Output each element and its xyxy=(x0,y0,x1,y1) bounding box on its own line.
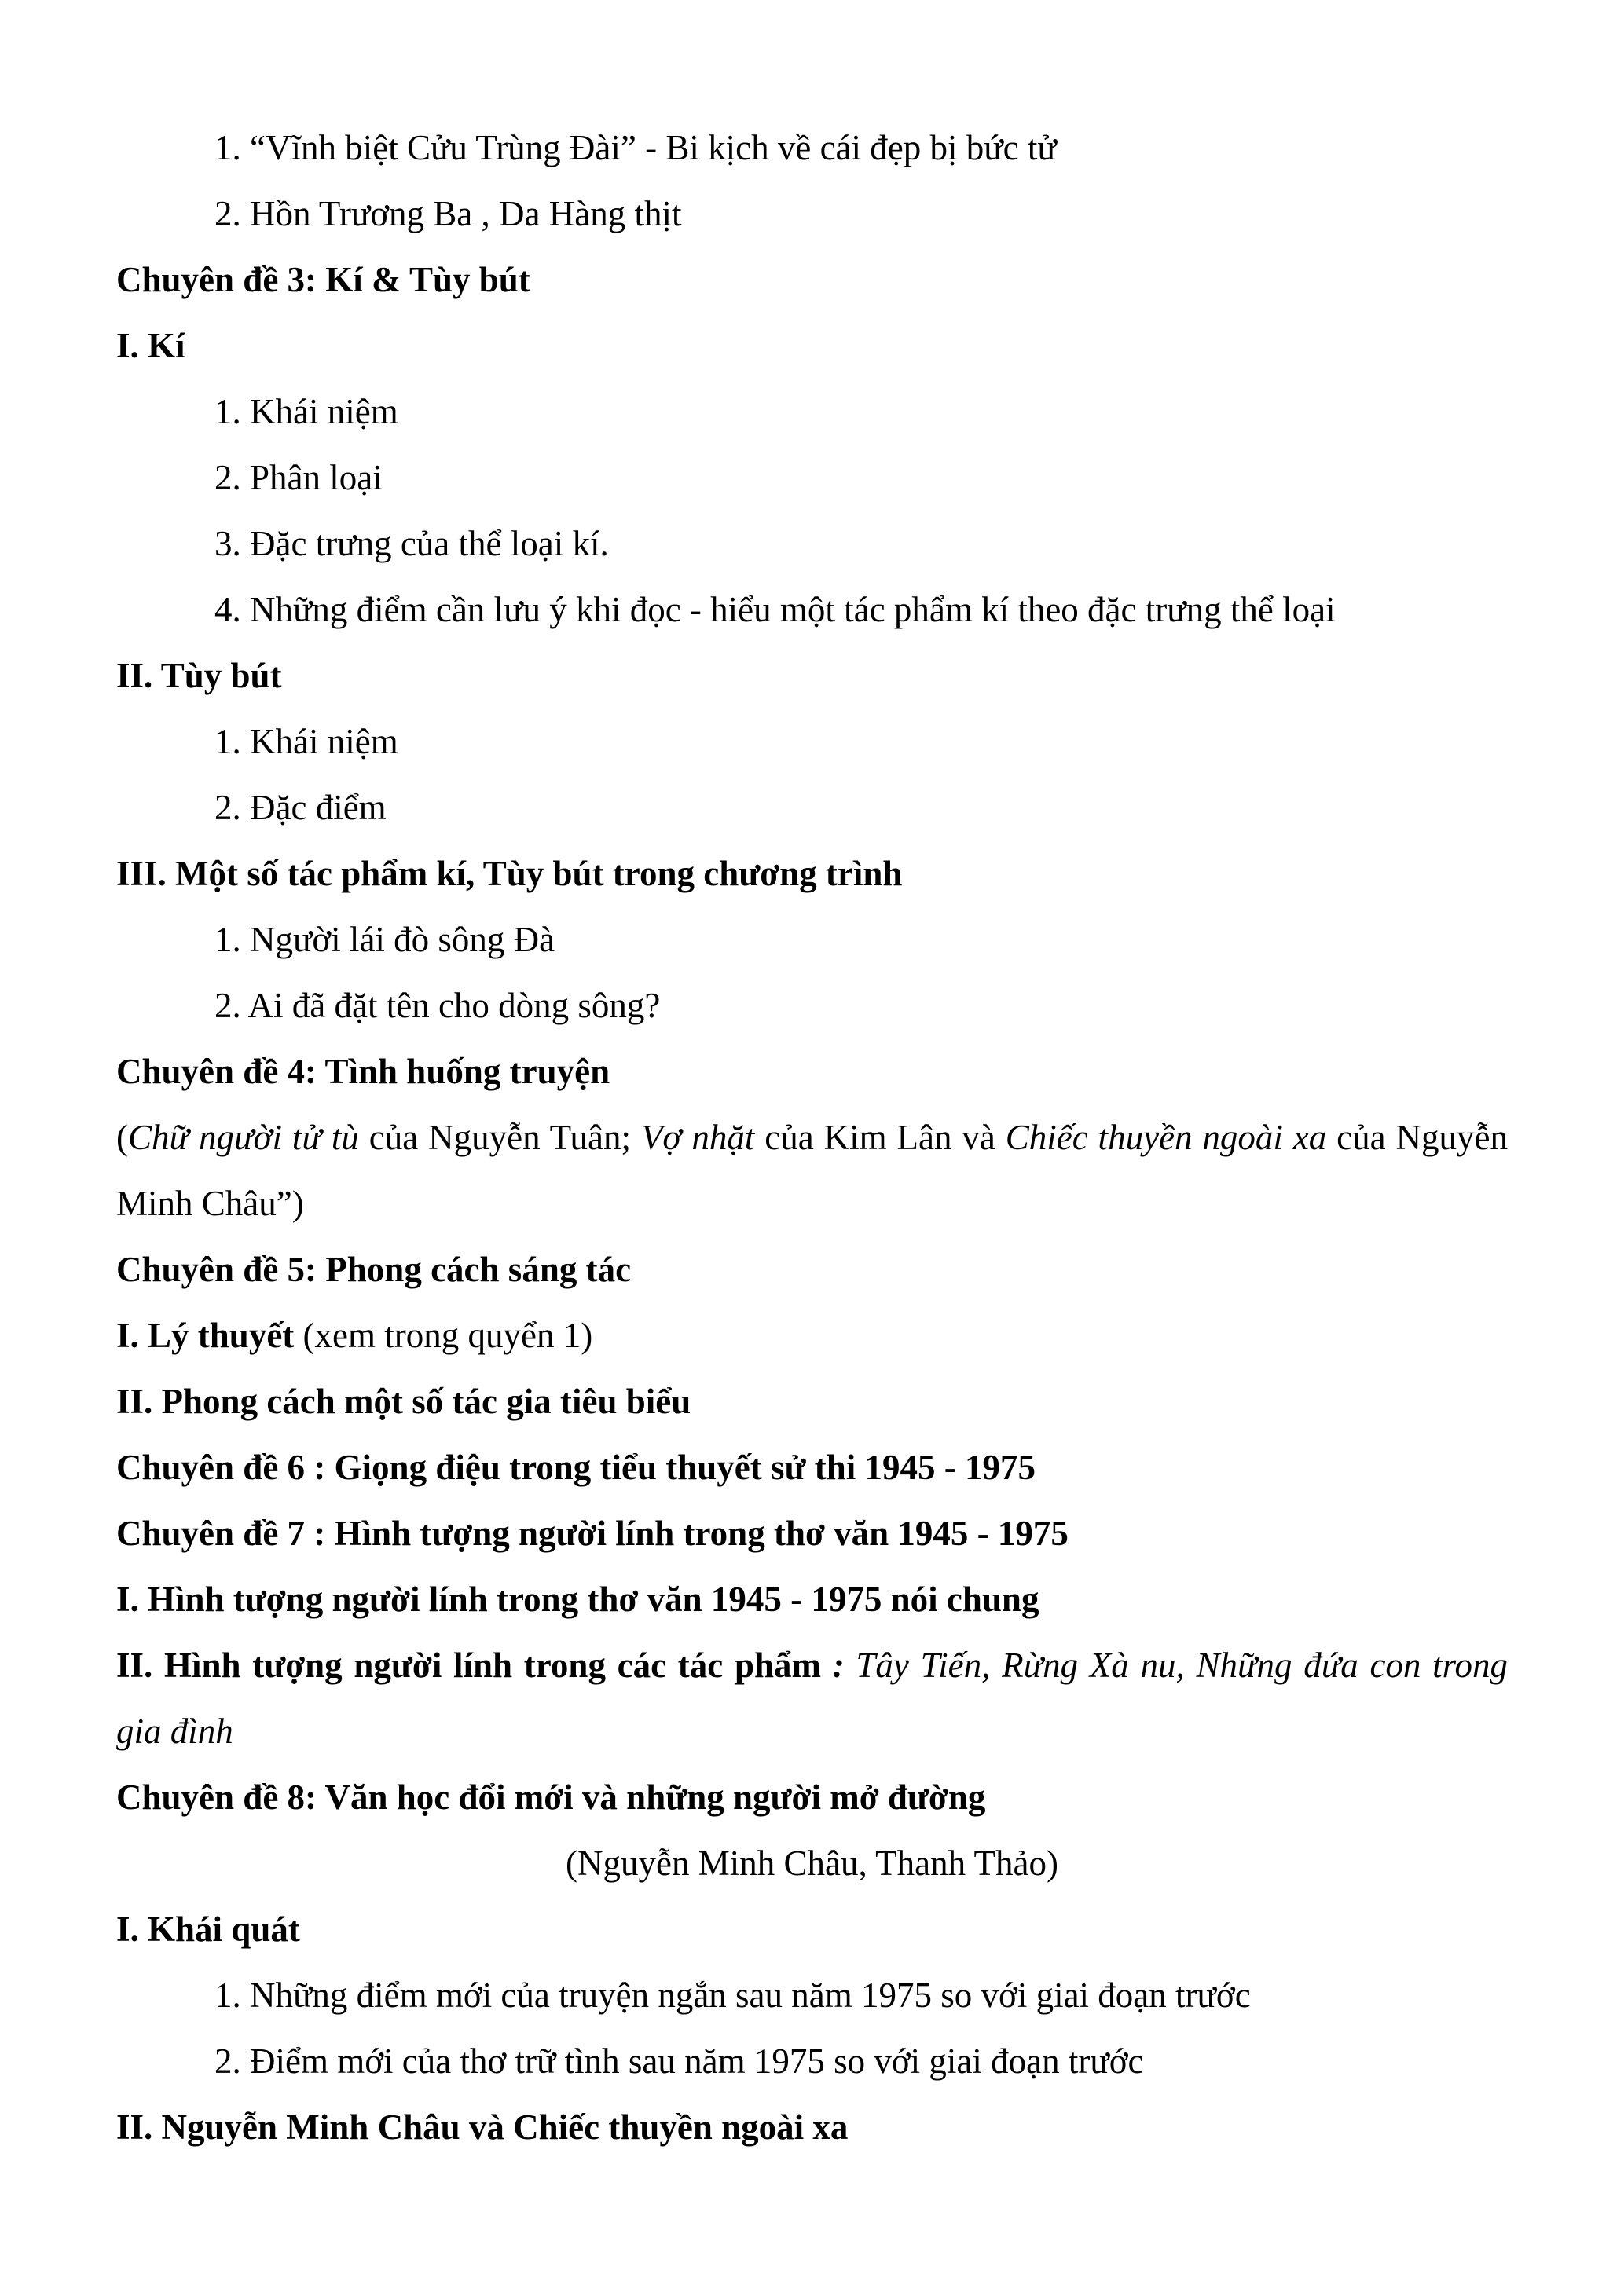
section-heading-with-note xyxy=(116,1302,1508,1368)
work-title: Chữ người tử tù xyxy=(128,1118,359,1157)
section-heading: II. Nguyễn Minh Châu và Chiếc thuyền ngoài xa xyxy=(116,2107,849,2147)
work-title: Vợ nhặt xyxy=(640,1118,755,1157)
works-note-paragraph xyxy=(116,1104,1508,1236)
list-item: 2. Phân loại xyxy=(214,458,383,497)
topic-heading: Chuyên đề 8: Văn học đổi mới và những người mở đường xyxy=(116,1778,986,1817)
section-heading: I. Hình tượng người lính trong thơ văn 1945 - 1975 nói chung xyxy=(116,1580,1039,1619)
list-item: 1. Khái niệm xyxy=(214,722,398,761)
topic-heading: Chuyên đề 7 : Hình tượng người lính trong thơ văn 1945 - 1975 xyxy=(116,1514,1069,1553)
section-heading-with-works xyxy=(116,1632,1508,1764)
work-title: Chiếc thuyền ngoài xa xyxy=(1005,1118,1327,1157)
list-item: 1. Những điểm mới của truyện ngắn sau năm 1975 so với giai đoạn trước xyxy=(214,1976,1251,2015)
list-item: 2. Đặc điểm xyxy=(214,788,387,827)
topic-heading: Chuyên đề 4: Tình huống truyện xyxy=(116,1052,610,1091)
list-item: 1. Khái niệm xyxy=(214,392,398,431)
work-titles: Tây Tiến, Rừng Xà nu, Những đứa con trong gia đình xyxy=(116,1646,1508,1751)
authors-subtitle: (Nguyễn Minh Châu, Thanh Thảo) xyxy=(566,1844,1058,1883)
text-run: ( xyxy=(116,1118,128,1157)
text-run: của Kim Lân và xyxy=(754,1118,1006,1157)
section-heading: III. Một số tác phẩm kí, Tùy bút trong chương trình xyxy=(116,854,903,893)
list-item: 2. Ai đã đặt tên cho dòng sông? xyxy=(214,986,661,1025)
section-heading: I. Lý thuyết xyxy=(116,1316,295,1355)
list-item: 1. “Vĩnh biệt Cửu Trùng Đài” - Bi kịch về cái đẹp bị bức tử xyxy=(214,128,1057,167)
list-item: 2. Hồn Trương Ba , Da Hàng thịt xyxy=(214,194,682,233)
section-heading: II. Tùy bút xyxy=(116,656,282,695)
topic-heading: Chuyên đề 3: Kí & Tùy bút xyxy=(116,260,530,299)
section-heading: II. Hình tượng người lính trong các tác phẩm xyxy=(116,1646,822,1685)
text-run: của Nguyễn Minh Châu”) xyxy=(116,1118,1508,1223)
list-item: 2. Điểm mới của thơ trữ tình sau năm 1975 so với giai đoạn trước xyxy=(214,2041,1144,2081)
section-heading: II. Phong cách một số tác gia tiêu biểu xyxy=(116,1382,691,1421)
section-note: (xem trong quyển 1) xyxy=(294,1316,593,1355)
list-item: 1. Người lái đò sông Đà xyxy=(214,920,555,959)
list-item: 3. Đặc trưng của thể loại kí. xyxy=(214,524,609,563)
text-run: của Nguyễn Tuân; xyxy=(358,1118,641,1157)
section-heading: I. Khái quát xyxy=(116,1910,300,1949)
topic-heading: Chuyên đề 6 : Giọng điệu trong tiểu thuyết sử thi 1945 - 1975 xyxy=(116,1448,1036,1487)
section-heading: I. Kí xyxy=(116,326,185,365)
colon-separator: : xyxy=(821,1646,845,1685)
list-item: 4. Những điểm cần lưu ý khi đọc - hiểu một tác phẩm kí theo đặc trưng thể loại xyxy=(214,590,1336,629)
topic-heading: Chuyên đề 5: Phong cách sáng tác xyxy=(116,1250,632,1289)
